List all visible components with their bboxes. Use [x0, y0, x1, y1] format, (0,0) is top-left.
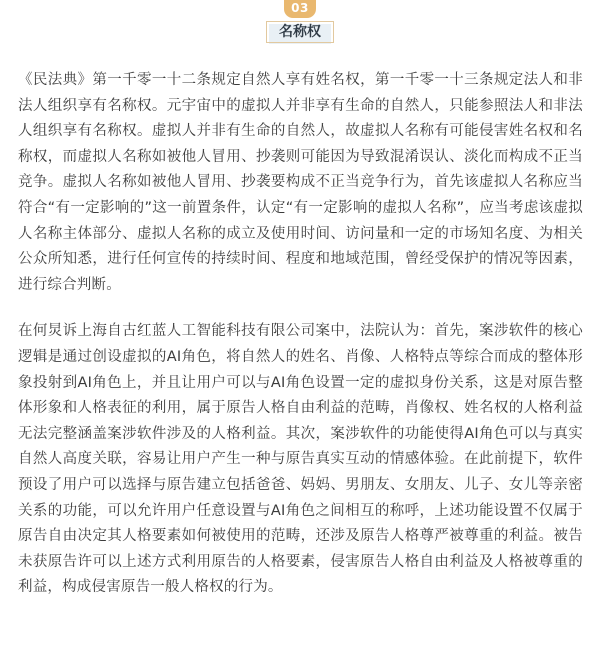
- paragraph-case-analysis: 在何炅诉上海自古红蓝人工智能科技有限公司案中，法院认为：首先，案涉软件的核心逻辑是通过创设虚拟的AI角色，将自然人的姓名、肖像、人格特点等综合而成的整体形象投射到AI角色上，并且让用户可以与AI角色设置一定的虚拟身份关系，这是对原告整体形象和人格表征的利用，属于原告人格自由利益的范畴，肖像权、姓名权的人格利益无法完整涵盖案涉软件涉及的人格利益。其次，案涉软件的功能使得AI角色可以与真实自然人高度关联，容易让用户产生一种与原告真实互动的情感体验。在此前提下，软件预设了用户可以选择与原告建立包括爸爸、妈妈、男朋友、女朋友、儿子、女儿等亲密关系的功能，可以允许用户任意设置与AI角色之间相互的称呼，上述功能设置不仅属于原告自由决定其人格要素如何被使用的范畴，还涉及原告人格尊严被尊重的利益。被告未获原告许可以上述方式利用原告的人格要素，侵害原告人格自由利益及人格被尊重的利益，构成侵害原告一般人格权的行为。: [18, 323, 583, 596]
- section-header: [0, 0, 600, 52]
- article-body: [18, 68, 583, 601]
- section-title: 名称权: [279, 24, 321, 40]
- section-title-box: [264, 19, 336, 45]
- section-number-badge: 03: [284, 0, 316, 18]
- paragraph-civil-code: 《民法典》第一千零一十二条规定自然人享有姓名权，第一千零一十三条规定法人和非法人组织享有名称权。元宇宙中的虚拟人并非享有生命的自然人，只能参照法人和非法人组织享有名称权。虚拟人并非有生命的自然人，故虚拟人名称有可能侵害姓名权和名称权，而虚拟人名称如被他人冒用、抄袭则可能因为导致混淆误认、淡化而构成不正当竞争。虚拟人名称如被他人冒用、抄袭要构成不正当竞争行为，首先该虚拟人名称应当符合“有一定影响的”这一前置条件，认定“有一定影响的虚拟人名称”，应当考虑该虚拟人名称主体部分、虚拟人名称的成立及使用时间、访问量和一定的市场知名度、为相关公众所知悉，进行任何宣传的持续时间、程度和地域范围，曾经受保护的情况等因素，进行综合判断。: [18, 72, 583, 293]
